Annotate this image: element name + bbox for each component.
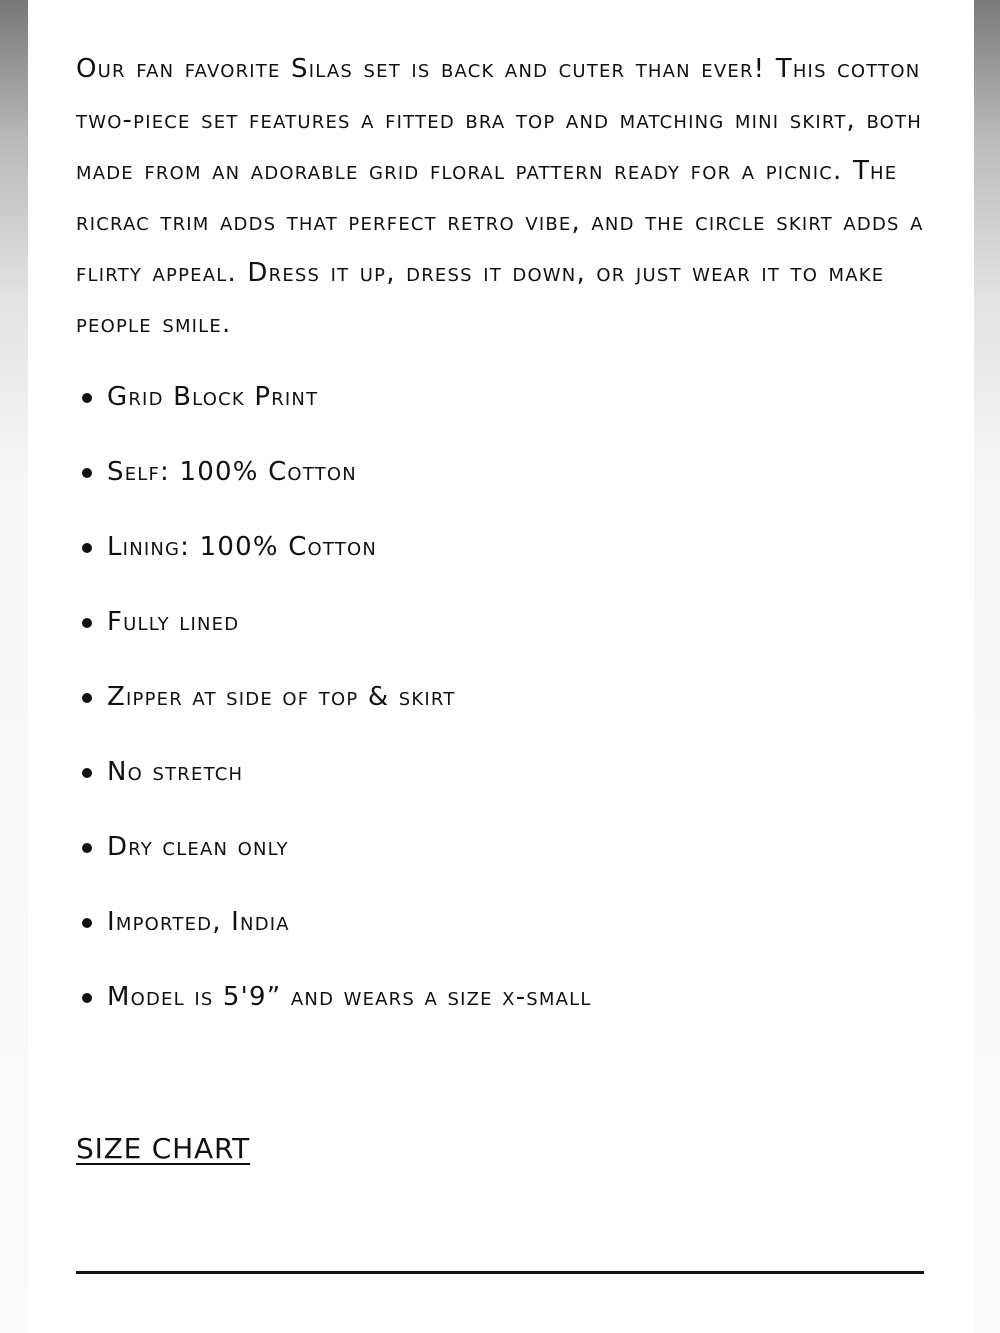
feature-text: Self: 100% Cotton [107, 457, 357, 487]
product-details-content [76, 44, 924, 1047]
bullet-icon [82, 843, 92, 853]
feature-item [76, 522, 924, 597]
feature-text: Zipper at side of top & skirt [107, 682, 456, 712]
feature-item [76, 972, 924, 1047]
feature-text: Dry clean only [107, 832, 289, 862]
feature-item [76, 897, 924, 972]
feature-item [76, 747, 924, 822]
left-edge-shadow [0, 0, 28, 1333]
feature-text: Fully lined [107, 607, 240, 637]
feature-item [76, 822, 924, 897]
divider [76, 1271, 924, 1274]
right-edge-shadow [974, 0, 1000, 1333]
size-chart-link[interactable]: SIZE CHART [76, 1132, 251, 1165]
bullet-icon [82, 993, 92, 1003]
bullet-icon [82, 768, 92, 778]
feature-text: Grid Block Print [107, 382, 319, 412]
feature-item [76, 672, 924, 747]
bullet-icon [82, 393, 92, 403]
feature-item [76, 372, 924, 447]
feature-text: Imported, India [107, 907, 290, 937]
bullet-icon [82, 618, 92, 628]
bullet-icon [82, 468, 92, 478]
bullet-icon [82, 543, 92, 553]
feature-item [76, 597, 924, 672]
bullet-icon [82, 918, 92, 928]
feature-text: Lining: 100% Cotton [107, 532, 378, 562]
feature-text: Model is 5'9” and wears a size x-small [107, 982, 592, 1012]
product-description: Our fan favorite Silas set is back and cuter than ever! This cotton two-piece set features a fitted bra top and matching mini skirt, both made from an adorable grid floral pattern ready for a picnic. The ricrac trim adds that perfect retro vibe, and the circle skirt adds a flirty appeal. Dress it up, dress it down, or just wear it to make people smile. [76, 54, 924, 339]
feature-list [76, 372, 924, 1047]
bullet-icon [82, 693, 92, 703]
feature-text: No stretch [107, 757, 244, 787]
feature-item [76, 447, 924, 522]
